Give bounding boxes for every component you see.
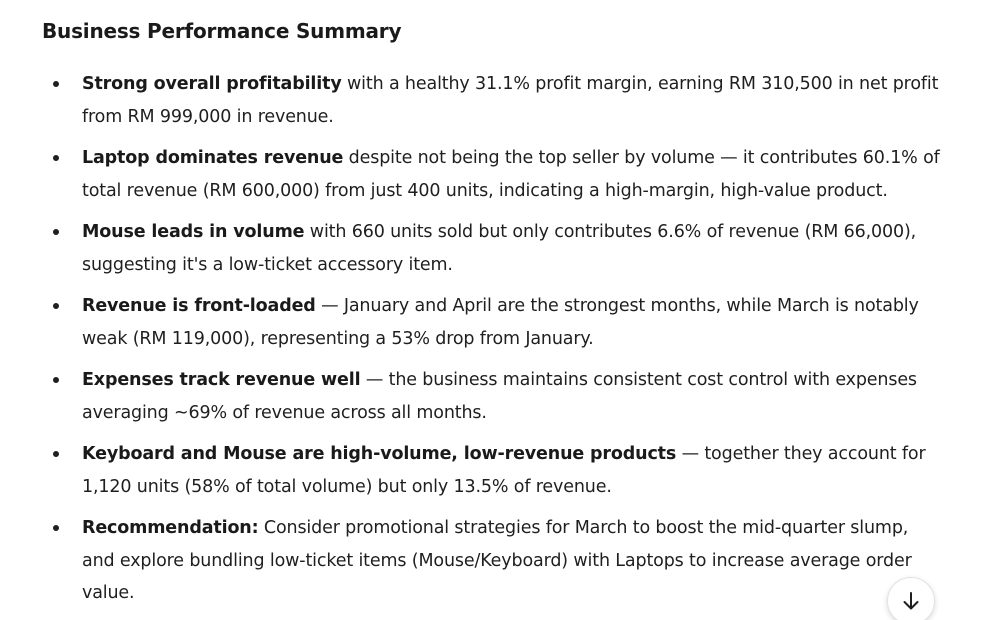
item-highlight: Recommendation: bbox=[82, 518, 259, 538]
list-item bbox=[42, 68, 942, 133]
item-highlight: Laptop dominates revenue bbox=[82, 148, 344, 168]
item-text: — January and April are the strongest months, while March is notably weak (RM 119,000), representing a 53% drop from January. bbox=[82, 296, 919, 349]
item-highlight: Expenses track revenue well bbox=[82, 370, 361, 390]
scroll-to-bottom-button[interactable] bbox=[887, 577, 935, 620]
item-highlight: Keyboard and Mouse are high-volume, low-revenue products bbox=[82, 444, 677, 464]
item-text: despite not being the top seller by volume — it contributes 60.1% of total revenue (RM 600,000) from just 400 units, indicating a high-margin, high-value product. bbox=[82, 148, 940, 201]
list-item bbox=[42, 290, 942, 355]
arrow-down-icon bbox=[902, 591, 920, 611]
item-text: — together they account for 1,120 units (58% of total volume) but only 13.5% of revenue. bbox=[82, 444, 926, 497]
list-item bbox=[42, 438, 942, 503]
item-text: with a healthy 31.1% profit margin, earning RM 310,500 in net profit from RM 999,000 in revenue. bbox=[82, 74, 939, 127]
item-highlight: Strong overall profitability bbox=[82, 74, 342, 94]
item-highlight: Revenue is front-loaded bbox=[82, 296, 316, 316]
item-text: Consider promotional strategies for March to boost the mid-quarter slump, and explore bundling low-ticket items (Mouse/Keyboard) with Laptops to increase average order value. bbox=[82, 518, 912, 603]
list-item bbox=[42, 142, 942, 207]
summary-list bbox=[42, 68, 942, 610]
list-item bbox=[42, 512, 942, 610]
item-text: — the business maintains consistent cost control with expenses averaging ~69% of revenue across all months. bbox=[82, 370, 917, 423]
summary-heading: Business Performance Summary bbox=[42, 19, 402, 43]
item-highlight: Mouse leads in volume bbox=[82, 222, 305, 242]
list-item bbox=[42, 216, 942, 281]
response-content bbox=[42, 14, 942, 619]
item-text: with 660 units sold but only contributes 6.6% of revenue (RM 66,000), suggesting it's a low-ticket accessory item. bbox=[82, 222, 917, 275]
list-item bbox=[42, 364, 942, 429]
